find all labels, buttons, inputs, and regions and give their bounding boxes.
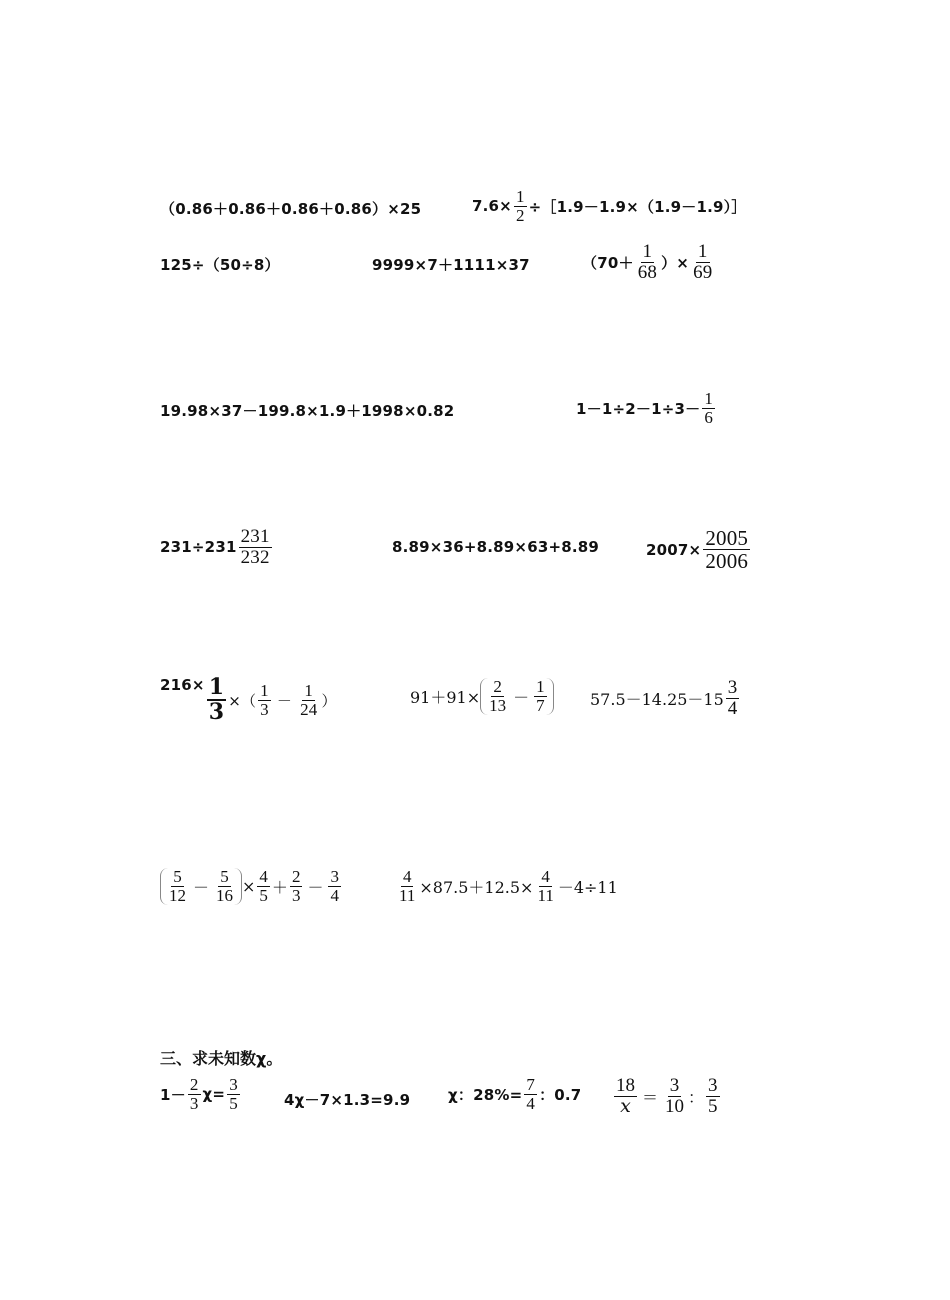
denominator: 2006 xyxy=(705,549,749,574)
denominator: 3 xyxy=(260,699,269,719)
problem-text: ＋ xyxy=(271,877,288,897)
fraction xyxy=(207,676,227,724)
denominator: 12 xyxy=(169,885,186,905)
problem-13 xyxy=(590,678,741,719)
denominator: 11 xyxy=(537,885,554,905)
problem-text: 2007× xyxy=(646,540,702,559)
problem-text: ： xyxy=(688,1087,705,1107)
fraction xyxy=(663,1076,686,1117)
numerator: 2 xyxy=(493,677,502,696)
numerator: 3 xyxy=(229,1075,238,1094)
problem-text: 231÷231 xyxy=(160,538,237,557)
numerator: 1 xyxy=(704,389,714,408)
fraction xyxy=(614,1076,637,1117)
fraction xyxy=(290,868,303,905)
problem-8 xyxy=(160,527,274,568)
fraction xyxy=(703,527,750,572)
denominator: 4 xyxy=(526,1093,536,1113)
problem-text: 1－ xyxy=(160,1085,186,1104)
fraction xyxy=(227,1076,240,1113)
problem-text: （0.86＋0.86＋0.86＋0.86）×25 xyxy=(160,200,422,218)
denominator: 3 xyxy=(208,699,225,726)
numerator: 5 xyxy=(173,867,182,886)
problem-6 xyxy=(160,400,454,421)
problem-text: 1－1÷2－1÷3－ xyxy=(576,399,701,418)
numerator: 1 xyxy=(642,241,653,262)
numerator: 1 xyxy=(697,241,708,262)
problem-text: χ：28%= xyxy=(448,1085,523,1104)
numerator: 231 xyxy=(240,526,270,547)
numerator: 2005 xyxy=(705,526,749,550)
denominator: 5 xyxy=(259,885,268,905)
fraction xyxy=(535,868,555,905)
fraction xyxy=(257,868,270,905)
fraction xyxy=(534,678,547,715)
denominator: 69 xyxy=(693,261,713,283)
problem-text: ÷［1.9－1.9×（1.9－1.9）］ xyxy=(528,197,747,216)
numerator: 4 xyxy=(402,867,412,886)
parenthesis-group xyxy=(160,868,242,905)
numerator: 4 xyxy=(259,867,268,886)
problem-text: 9999×7＋1111×37 xyxy=(372,256,530,274)
problem-14 xyxy=(160,868,343,905)
section-heading xyxy=(160,1046,282,1069)
problem-text: － xyxy=(276,691,293,710)
fraction xyxy=(214,868,235,905)
numerator: 2 xyxy=(189,1075,199,1094)
fraction xyxy=(514,188,527,225)
fraction xyxy=(706,1076,720,1117)
problem-text: ＝ xyxy=(642,1087,659,1107)
problem-15 xyxy=(395,868,618,905)
numerator: 7 xyxy=(526,1075,536,1094)
problem-text: × xyxy=(242,876,256,896)
denominator: 4 xyxy=(330,885,339,905)
numerator: 1 xyxy=(260,680,269,700)
fraction xyxy=(258,682,271,719)
fraction xyxy=(726,678,740,719)
problem-text: 216× xyxy=(160,676,205,694)
problem-text: （70＋ xyxy=(582,253,634,272)
problem-text: ）× xyxy=(661,253,690,272)
numerator: 1 xyxy=(515,187,525,206)
denominator: 10 xyxy=(665,1095,685,1117)
denominator: 232 xyxy=(240,546,270,568)
problem-7 xyxy=(576,390,717,427)
equation-3 xyxy=(448,1076,581,1113)
numerator: 1 xyxy=(304,680,314,700)
numerator: 3 xyxy=(708,1075,718,1096)
problem-text: － xyxy=(193,877,210,897)
problem-text: ×87.5＋12.5× xyxy=(419,877,534,897)
denominator: 2 xyxy=(515,205,525,225)
equation-2 xyxy=(284,1089,410,1110)
problem-text: 7.6× xyxy=(472,197,512,216)
fraction xyxy=(298,682,319,719)
problem-11 xyxy=(160,676,337,724)
denominator: x xyxy=(620,1094,631,1117)
denominator: 5 xyxy=(229,1093,238,1113)
problem-5 xyxy=(582,242,716,283)
heading-text: 三、求未知数χ。 xyxy=(160,1049,283,1068)
numerator: 2 xyxy=(291,867,301,886)
denominator: 6 xyxy=(704,407,714,427)
denominator: 7 xyxy=(536,695,545,715)
numerator: 18 xyxy=(616,1075,635,1096)
denominator: 16 xyxy=(216,885,234,905)
denominator: 3 xyxy=(189,1093,199,1113)
denominator: 5 xyxy=(708,1095,718,1117)
fraction xyxy=(239,527,272,568)
fraction xyxy=(524,1076,537,1113)
numerator: 1 xyxy=(536,677,545,696)
denominator: 68 xyxy=(637,261,658,283)
problem-text: － xyxy=(307,877,324,897)
equation-4 xyxy=(612,1076,722,1117)
problem-text: χ= xyxy=(202,1085,226,1104)
denominator: 24 xyxy=(300,699,318,719)
denominator: 3 xyxy=(291,885,301,905)
fraction xyxy=(328,868,341,905)
numerator: 1 xyxy=(208,674,225,700)
fraction xyxy=(487,678,508,715)
problem-10 xyxy=(646,527,752,572)
problem-1 xyxy=(160,198,421,219)
problem-text: ×（ xyxy=(228,691,257,710)
problem-text: 57.5－14.25－15 xyxy=(590,689,724,709)
problem-text: －4÷11 xyxy=(557,877,618,897)
fraction xyxy=(188,1076,201,1113)
problem-text: 8.89×36+8.89×63+8.89 xyxy=(392,538,600,556)
fraction xyxy=(702,390,715,427)
problem-4 xyxy=(372,254,530,275)
fraction xyxy=(167,868,188,905)
fraction xyxy=(691,242,714,283)
problem-3 xyxy=(160,254,280,275)
problem-12 xyxy=(410,678,554,715)
problem-text: 91＋91× xyxy=(410,687,481,707)
problem-text: － xyxy=(513,687,530,707)
parenthesis-group xyxy=(480,678,554,715)
equation-1 xyxy=(160,1076,242,1113)
problem-9 xyxy=(392,538,599,556)
problem-text: 125÷（50÷8） xyxy=(160,256,280,274)
numerator: 3 xyxy=(330,867,339,886)
numerator: 5 xyxy=(220,867,229,886)
denominator: 4 xyxy=(727,697,738,719)
problem-text: 19.98×37－199.8×1.9＋1998×0.82 xyxy=(160,402,455,420)
denominator: 13 xyxy=(489,695,507,715)
numerator: 4 xyxy=(541,867,550,886)
fraction xyxy=(636,242,659,283)
problem-2 xyxy=(472,188,747,225)
numerator: 3 xyxy=(669,1075,680,1096)
problem-text: 4χ－7×1.3=9.9 xyxy=(284,1091,411,1109)
denominator: 11 xyxy=(399,885,416,905)
fraction xyxy=(397,868,417,905)
numerator: 3 xyxy=(727,677,738,698)
problem-text: ） xyxy=(321,691,337,710)
problem-text: ：0.7 xyxy=(539,1085,582,1104)
